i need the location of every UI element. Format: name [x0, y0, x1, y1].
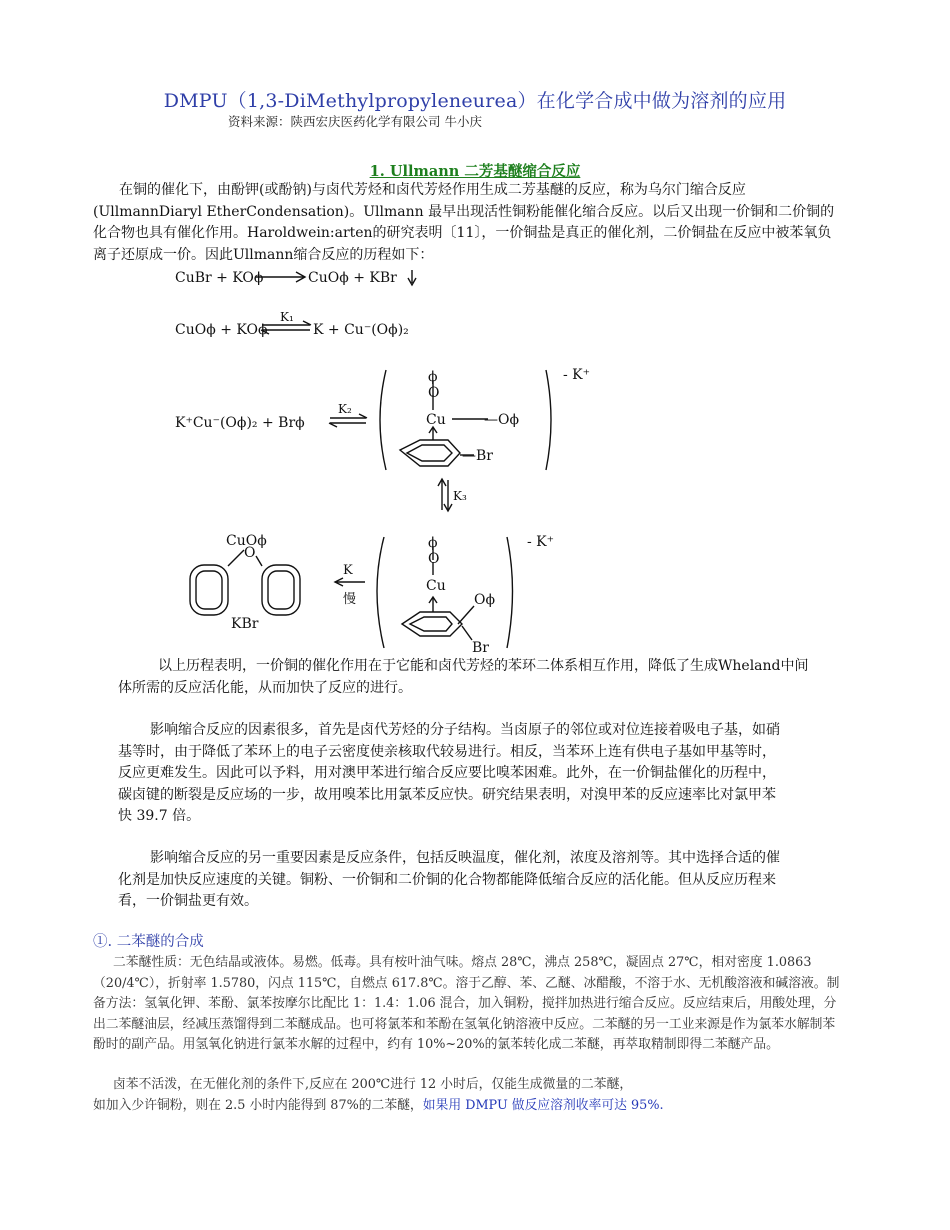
- paragraph-intro: 在铜的催化下，由酚钾(或酚钠)与卤代芳烃和卤代芳烃作用生成二芳基醚的反应，称为乌尔门缩合反应(UllmannDiaryl EtherCondensation)。Ullmann 最早出现活性铜粉能催化缩合反应。以后又出现一价铜和二价铜的化合物也具有催化作用。Haroldwein:arten的研究表明〔11〕，一价铜盐是真正的催化剂，二价铜盐在反应中被苯氧负离子还原成一价。因此Ullmann缩合反应的历程如下：: [93, 182, 835, 263]
- page-title: DMPU（1,3-DiMethylpropyleneurea）在化学合成中做为溶剂的应用: [163, 90, 787, 112]
- k3-label: K₃: [453, 489, 467, 503]
- int2-copper: Cu: [426, 578, 446, 594]
- slow-step-k: K: [343, 563, 353, 578]
- eq2-products: K + Cu⁻(Oϕ)₂: [313, 322, 409, 338]
- int1-bromine: —Br: [462, 448, 493, 464]
- section-heading-ullmann: 1. Ullmann 二芳基醚缩合反应: [369, 163, 581, 180]
- eq1-products: CuOϕ + KBr: [308, 270, 397, 286]
- int1-copper: Cu: [426, 412, 446, 428]
- section-heading-diphenyl-ether: ①. 二苯醚的合成: [93, 934, 204, 950]
- paragraph-properties: 二苯醚性质：无色结晶或液体。易燃。低毒。具有桉叶油气味。熔点 28℃，沸点 258℃，凝固点 27℃，相对密度 1.0863（20/4℃），折射率 1.5780，闪点 115℃，自燃点 617.8℃。溶于乙醇、苯、乙醚、冰醋酸，不溶于水、无机酸溶液和碱溶液。制备方法：氢氧化钾、苯酚、氯苯按摩尔比配比 1：1.4：1.06 混合，加入铜粉，搅拌加热进行缩合反应。反应结束后，用酸处理，分出二苯醚油层，经减压蒸馏得到二苯醚成品。也可将氯苯和苯酚在氢氧化钠溶液中反应。二苯醚的另一工业来源是作为氯苯水解制苯酚时的副产品。用氢氧化钠进行氯苯水解的过程中，约有 10%~20%的氯苯转化成二苯醚，再萃取精制即得二苯醚产品。: [93, 955, 840, 1052]
- int1-phi: ϕ: [428, 369, 438, 385]
- paragraph-mechanism-summary: 以上历程表明，一价铜的催化作用在于它能和卤代芳烃的苯环二体系相互作用，降低了生成Wheland中间体所需的反应活化能，从而加快了反应的进行。: [118, 658, 809, 696]
- int1-oxygen: O: [428, 385, 440, 401]
- int1-ophi: —Oϕ: [484, 412, 520, 428]
- int2-ophi: Oϕ: [474, 592, 496, 608]
- eq2-k1: K₁: [280, 310, 294, 324]
- yield-sentence-2: 如加入少许铜粉，则在 2.5 小时内能得到 87%的二苯醚，: [93, 1097, 423, 1113]
- product-cuophi: CuOϕ: [226, 533, 267, 549]
- int2-oxygen: O: [428, 551, 440, 567]
- int2-charge: - K⁺: [527, 534, 555, 550]
- source-line: 资料来源：陕西宏庆医药化学有限公司 牛小庆: [228, 114, 482, 129]
- eq3-reactants: K⁺Cu⁻(Oϕ)₂ + Brϕ: [175, 415, 305, 431]
- paragraph-yield: [93, 1075, 845, 1116]
- paragraph-conditions: 影响缩合反应的另一重要因素是反应条件，包括反映温度，催化剂，浓度及溶剂等。其中选择合适的催化剂是加快反应速度的关键。铜粉、一价铜和二价铜的化合物都能降低缩合反应的活化能。但从反应历程来看，一价铜盐更有效。: [118, 850, 780, 909]
- product-kbr: KBr: [231, 616, 259, 632]
- int2-phi: ϕ: [428, 535, 438, 551]
- paragraph-structure-factors: 影响缩合反应的因素很多，首先是卤代芳烃的分子结构。当卤原子的邻位或对位连接着吸电子基，如硝基等时，由于降低了苯环上的电子云密度使亲核取代较易进行。相反，当苯环上连有供电子基如甲基等时，反应更难发生。因此可以予料，用对澳甲苯进行缩合反应要比嗅苯困难。此外，在一价铜盐催化的历程中，碳卤键的断裂是反应场的一步，故用嗅苯比用氯苯反应快。研究结果表明，对溴甲苯的反应速率比对氯甲苯快 39.7 倍。: [118, 722, 780, 824]
- eq3-k2: K₂: [338, 402, 352, 416]
- eq2-reactants: CuOϕ + KOϕ: [175, 322, 268, 338]
- yield-sentence-dmpu: 如果用 DMPU 做反应溶剂收率可达 95%.: [422, 1097, 664, 1113]
- product-oxygen: O: [244, 545, 256, 561]
- yield-sentence-1: 卤苯不活泼，在无催化剂的条件下,反应在 200℃进行 12 小时后，仅能生成微量的二苯醚，: [113, 1077, 633, 1092]
- int1-charge: - K⁺: [563, 367, 591, 383]
- slow-step-label: 慢: [343, 592, 357, 607]
- eq1-reactants: CuBr + KOϕ: [175, 270, 264, 286]
- int2-bromine: Br: [472, 640, 489, 656]
